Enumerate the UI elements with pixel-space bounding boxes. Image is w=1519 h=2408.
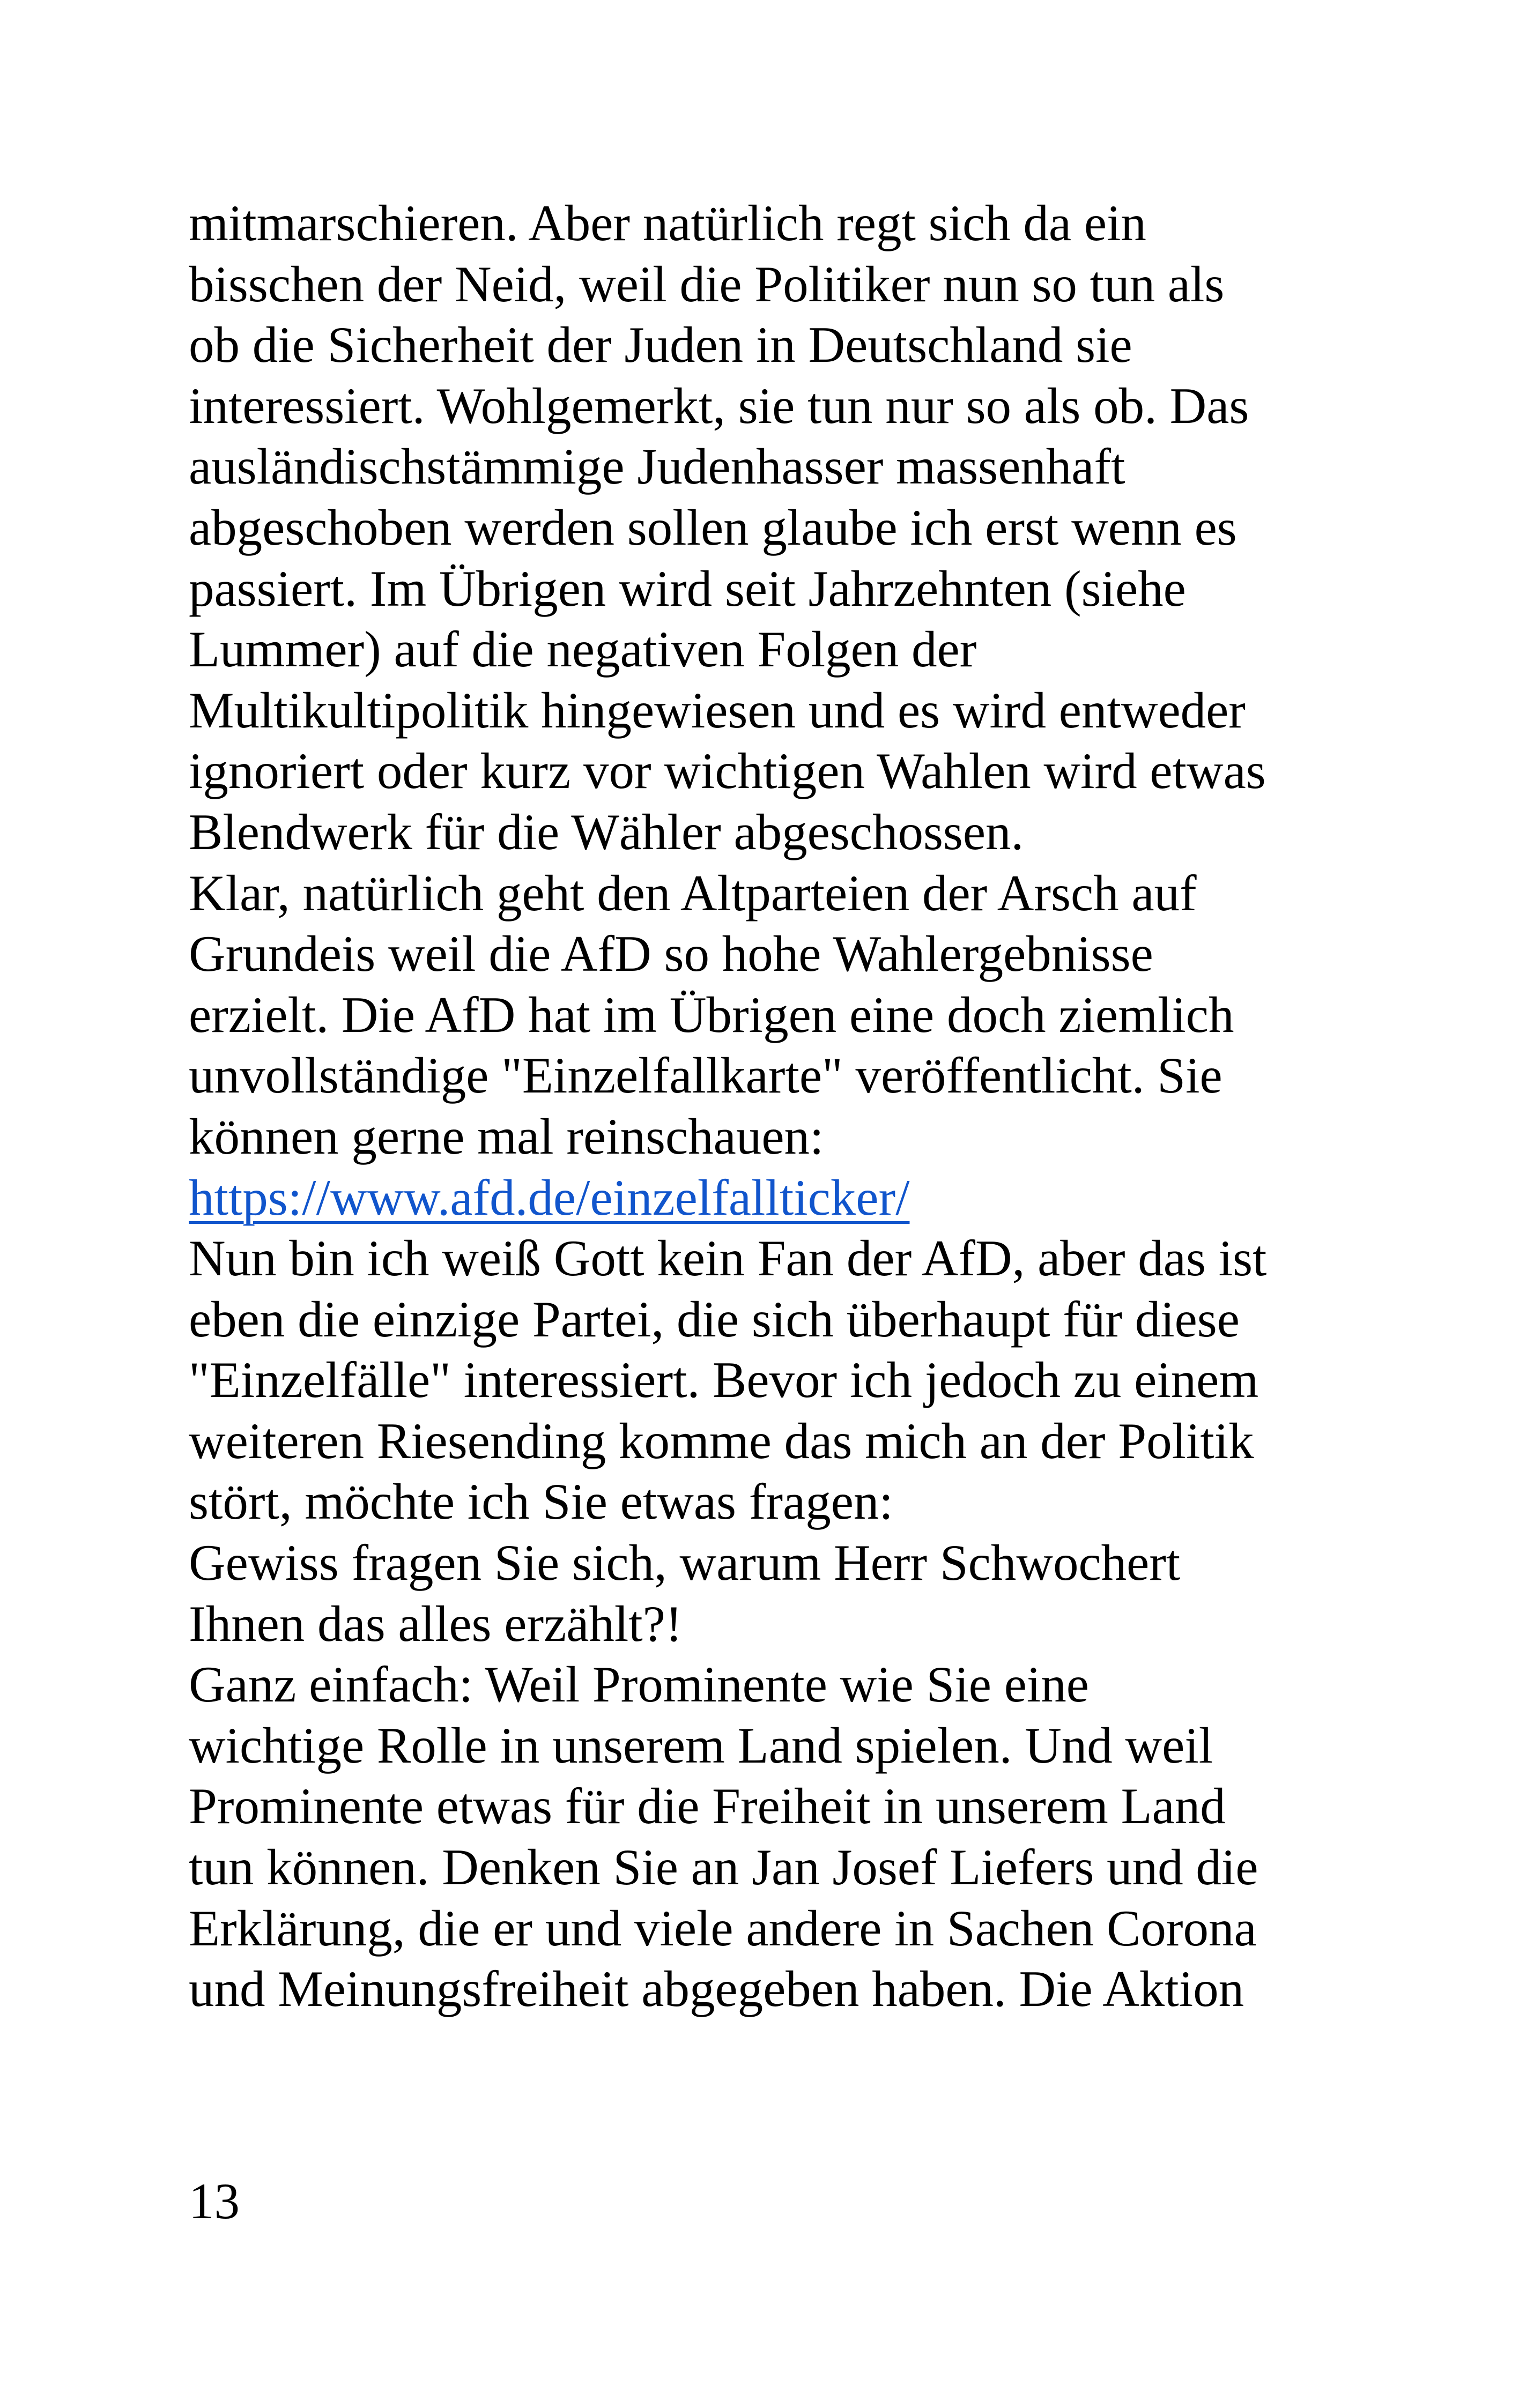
text-line: Grundeis weil die AfD so hohe Wahlergebnisse [189,925,1153,983]
text-line: erzielt. Die AfD hat im Übrigen eine doch ziemlich [189,986,1234,1043]
text-line: Ihnen das alles erzählt?! [189,1595,683,1652]
text-line: tun können. Denken Sie an Jan Josef Liefers und die [189,1839,1258,1896]
text-line: ausländischstämmige Judenhasser massenhaft [189,438,1125,495]
page-number: 13 [189,2173,240,2229]
text-line: mitmarschieren. Aber natürlich regt sich da ein [189,195,1146,251]
text-line: interessiert. Wohlgemerkt, sie tun nur so als ob. Das [189,377,1249,434]
text-line: Gewiss fragen Sie sich, warum Herr Schwochert [189,1534,1181,1592]
text-line: "Einzelfälle" interessiert. Bevor ich jedoch zu einem [189,1351,1259,1409]
text-line: können gerne mal reinschauen: [189,1108,824,1165]
text-line: passiert. Im Übrigen wird seit Jahrzehnten (siehe [189,560,1186,617]
text-line: eben die einzige Partei, die sich überhaupt für diese [189,1290,1240,1348]
text-line: Multikultipolitik hingewiesen und es wird entweder [189,681,1246,739]
text-line: Prominente etwas für die Freiheit in unserem Land [189,1778,1226,1835]
text-line: abgeschoben werden sollen glaube ich erst wenn es [189,499,1237,556]
text-line: stört, möchte ich Sie etwas fragen: [189,1473,893,1530]
text-line: ignoriert oder kurz vor wichtigen Wahlen wird etwas [189,742,1266,800]
text-line: bisschen der Neid, weil die Politiker nun so tun als [189,255,1225,313]
text-line: und Meinungsfreiheit abgegeben haben. Die Aktion [189,1960,1244,2018]
text-line: Ganz einfach: Weil Prominente wie Sie eine [189,1656,1089,1713]
text-line: Blendwerk für die Wähler abgeschossen. [189,803,1024,860]
text-line: Erklärung, die er und viele andere in Sachen Corona [189,1899,1257,1957]
text-line: wichtige Rolle in unserem Land spielen. Und weil [189,1716,1213,1774]
text-line: unvollständige "Einzelfallkarte" veröffentlicht. Sie [189,1047,1222,1104]
text-line: weiteren Riesending komme das mich an der Politik [189,1412,1254,1469]
text-line: ob die Sicherheit der Juden in Deutschland sie [189,316,1132,374]
text-line: Klar, natürlich geht den Altparteien der Arsch auf [189,864,1197,921]
text-line: Nun bin ich weiß Gott kein Fan der AfD, aber das ist [189,1230,1267,1287]
body-text [189,193,1379,2020]
einzelfallticker-link[interactable]: https://www.afd.de/einzelfallticker/ [189,1169,910,1226]
text-line: Lummer) auf die negativen Folgen der [189,621,977,678]
